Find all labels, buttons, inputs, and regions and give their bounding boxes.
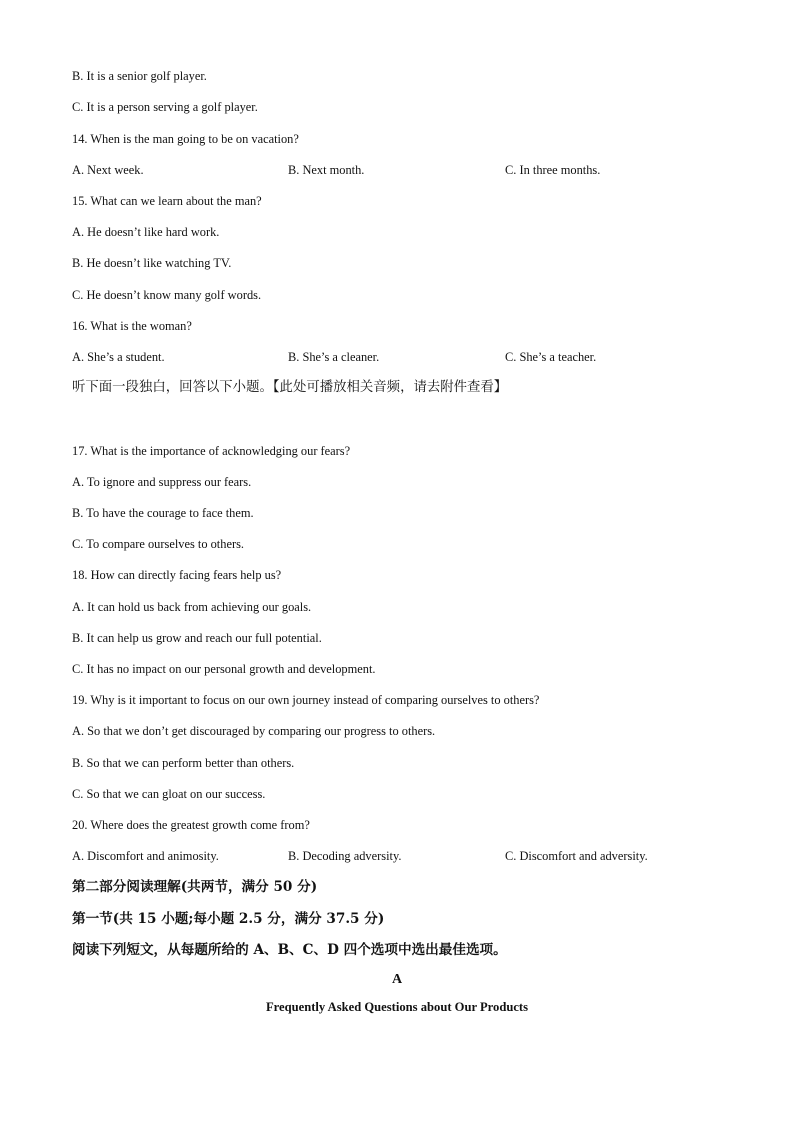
q16-question: 16. What is the woman? — [72, 319, 192, 333]
q20-question: 20. Where does the greatest growth come from? — [72, 818, 310, 832]
q16-option-a: A. She’s a student. — [72, 350, 165, 364]
q15-question: 15. What can we learn about the man? — [72, 194, 262, 208]
monologue-instruction: 听下面一段独白，回答以下小题。【此处可播放相关音频，请去附件查看】 — [72, 380, 508, 395]
q19-option-c: C. So that we can gloat on our success. — [72, 787, 266, 801]
q17-option-b: B. To have the courage to face them. — [72, 506, 254, 520]
q16-option-c: C. She’s a teacher. — [505, 350, 597, 364]
q13-option-b: B. It is a senior golf player. — [72, 69, 207, 83]
q18-option-b: B. It can help us grow and reach our full potential. — [72, 631, 322, 645]
q17-question: 17. What is the importance of acknowledging our fears? — [72, 444, 351, 458]
q18-option-c: C. It has no impact on our personal growth and development. — [72, 662, 376, 676]
section1-heading: 第一节(共 15 小题;每小题 2.5 分，满分 37.5 分) — [72, 911, 385, 927]
reading-instruction: 阅读下列短文，从每题所给的 A、B、C、D 四个选项中选出最佳选项。 — [72, 942, 507, 958]
q19-option-a: A. So that we don’t get discouraged by comparing our progress to others. — [72, 724, 436, 738]
q20-option-a: A. Discomfort and animosity. — [72, 849, 219, 863]
q16-option-b: B. She’s a cleaner. — [288, 350, 380, 364]
q19-option-b: B. So that we can perform better than others. — [72, 756, 295, 770]
q18-question: 18. How can directly facing fears help us? — [72, 568, 282, 582]
q15-option-c: C. He doesn’t know many golf words. — [72, 288, 262, 302]
part2-heading: 第二部分阅读理解(共两节，满分 50 分) — [72, 879, 318, 895]
q20-option-b: B. Decoding adversity. — [288, 849, 402, 863]
q19-question: 19. Why is it important to focus on our own journey instead of comparing ourselves to others? — [72, 693, 540, 707]
q14-option-b: B. Next month. — [288, 163, 365, 177]
q17-option-a: A. To ignore and suppress our fears. — [72, 475, 252, 489]
q13-option-c: C. It is a person serving a golf player. — [72, 100, 258, 114]
q14-question: 14. When is the man going to be on vacation? — [72, 132, 299, 146]
q14-option-a: A. Next week. — [72, 163, 144, 177]
q20-option-c: C. Discomfort and adversity. — [505, 849, 648, 863]
q15-option-b: B. He doesn’t like watching TV. — [72, 256, 232, 270]
q17-option-c: C. To compare ourselves to others. — [72, 537, 244, 551]
q14-option-c: C. In three months. — [505, 163, 601, 177]
passage-title: Frequently Asked Questions about Our Products — [265, 1000, 529, 1014]
q15-option-a: A. He doesn’t like hard work. — [72, 225, 220, 239]
passage-letter: A — [391, 972, 403, 987]
q18-option-a: A. It can hold us back from achieving our goals. — [72, 600, 312, 614]
